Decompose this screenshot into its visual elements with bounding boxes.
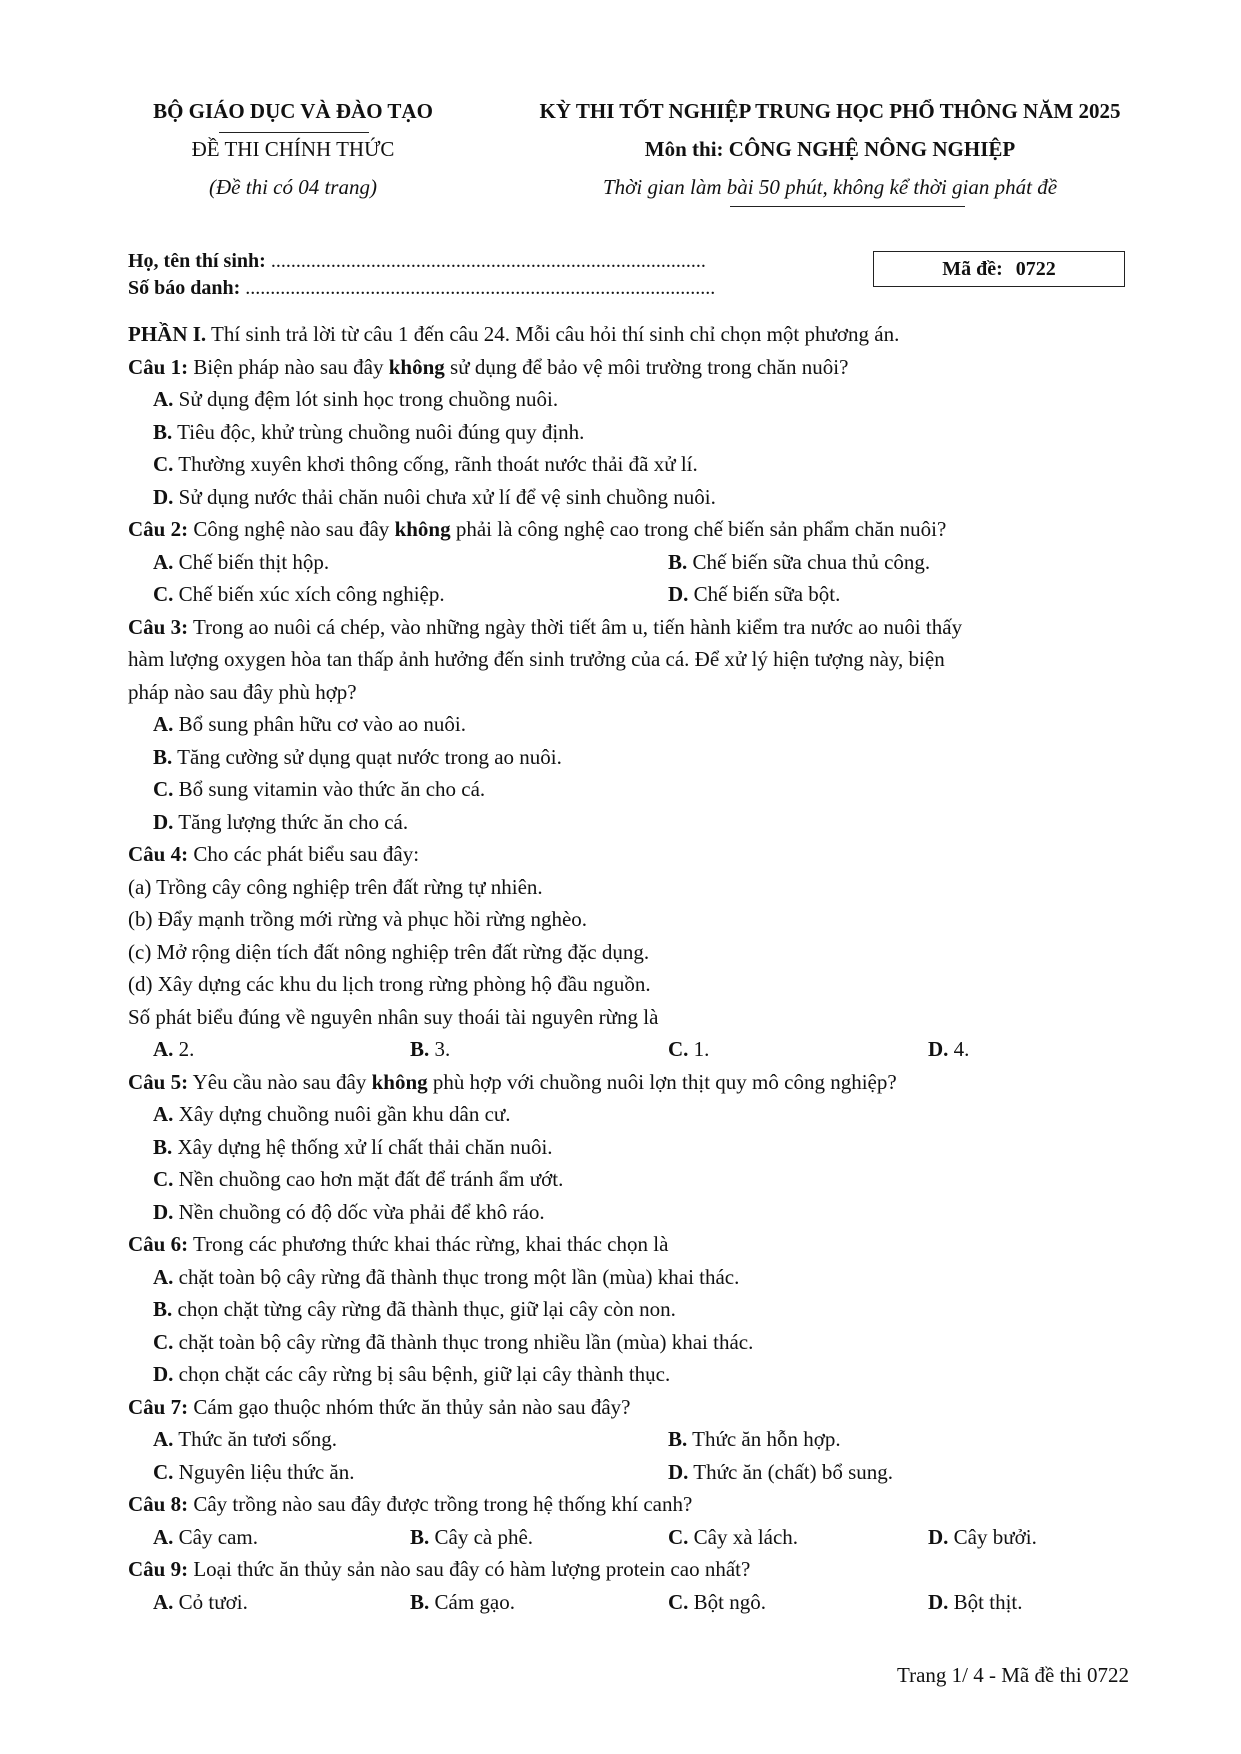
question-8-option-d[interactable] (928, 1521, 1037, 1554)
option-letter: B. (153, 419, 173, 444)
question-4-option-c[interactable] (668, 1033, 709, 1066)
statement-a: (a) Trồng cây công nghiệp trên đất rừng tự nhiên. (128, 874, 543, 899)
question-number: Câu 6: (128, 1232, 189, 1256)
question-text: sử dụng để bảo vệ môi trường trong chăn nuôi? (450, 354, 849, 379)
option-letter: A. (153, 1102, 174, 1126)
option-text: Cây xà lách. (693, 1524, 799, 1549)
question-2-option-d[interactable] (668, 578, 840, 611)
option-text: Xây dựng chuồng nuôi gần khu dân cư. (178, 1102, 511, 1126)
question-3-stem (128, 611, 1128, 644)
candidate-id-row (128, 275, 715, 302)
option-letter: B. (153, 1134, 173, 1159)
option-letter: D. (153, 484, 174, 509)
section-header (128, 318, 1128, 351)
option-letter: B. (668, 549, 688, 574)
page-footer: Trang 1/ 4 - Mã đề thi 0722 (897, 1663, 1129, 1687)
question-2-options-row-1 (128, 546, 1128, 579)
doc-type: ĐỀ THI CHÍNH THỨC (191, 137, 395, 161)
section-instruction: Thí sinh trả lời từ câu 1 đến câu 24. Mỗi câu hỏi thí sinh chỉ chọn một phương án. (211, 322, 900, 346)
question-1-stem (128, 351, 1128, 384)
question-3-option-d[interactable] (128, 806, 1128, 839)
subject-line (485, 130, 1175, 168)
exam-code-label: Mã đề: (942, 258, 1003, 280)
subject-label: Môn thi: (644, 137, 724, 161)
option-letter: C. (668, 1524, 689, 1549)
question-number: Câu 2: (128, 517, 189, 541)
option-text: Cây bưởi. (953, 1524, 1037, 1549)
option-letter: B. (153, 744, 173, 769)
option-letter: A. (153, 1037, 174, 1061)
question-emphasis: không (394, 517, 451, 541)
option-text: Tăng lượng thức ăn cho cá. (178, 809, 409, 834)
option-letter: B. (668, 1427, 688, 1451)
question-1-option-d[interactable] (128, 481, 1128, 514)
option-text: Tiêu độc, khử trùng chuồng nuôi đúng quy định. (177, 419, 585, 444)
candidate-id-field[interactable]: .............................................................................................. (245, 277, 716, 299)
question-4-options (128, 1033, 1128, 1066)
question-text: Yêu cầu nào sau đây (192, 1069, 367, 1094)
option-letter: C. (153, 1329, 174, 1354)
question-5-option-b[interactable] (128, 1131, 1128, 1164)
option-text: Thường xuyên khơi thông cống, rãnh thoát nước thải đã xử lí. (178, 452, 698, 476)
candidate-info (128, 248, 715, 302)
question-6-option-d[interactable] (128, 1358, 1128, 1391)
question-3-option-b[interactable] (128, 741, 1128, 774)
question-text: Cây trồng nào sau đây được trồng trong hệ thống khí canh? (193, 1492, 693, 1516)
time-note: Thời gian làm bài 50 phút, không kể thời gian phát đề (602, 175, 1058, 199)
question-7-option-b[interactable] (668, 1423, 841, 1456)
question-6-option-b[interactable] (128, 1293, 1128, 1326)
option-letter: D. (928, 1524, 949, 1549)
pages-note: (Đề thi có 04 trang) (209, 175, 377, 199)
question-text: Trong ao nuôi cá chép, vào những ngày thời tiết âm u, tiến hành kiểm tra nước ao nuôi thấy (192, 614, 963, 639)
option-letter: B. (410, 1589, 430, 1614)
question-2-option-b[interactable] (668, 546, 930, 579)
option-text: 1. (693, 1037, 710, 1061)
question-2-option-a[interactable] (153, 546, 329, 579)
option-letter: C. (153, 777, 174, 801)
question-9-options (128, 1586, 1128, 1619)
question-7-option-a[interactable] (153, 1423, 337, 1456)
time-underline (730, 206, 965, 207)
section-title: PHẦN I. (128, 322, 207, 346)
option-letter: A. (153, 712, 174, 736)
option-text: Nguyên liệu thức ăn. (178, 1459, 355, 1484)
question-8-option-a[interactable] (153, 1521, 258, 1554)
question-text: phù hợp với chuồng nuôi lợn thịt quy mô công nghiệp? (432, 1069, 897, 1094)
header-left (118, 92, 468, 206)
question-8-options (128, 1521, 1128, 1554)
option-text: Tăng cường sử dụng quạt nước trong ao nuôi. (177, 744, 562, 769)
question-7-options-row-2 (128, 1456, 1128, 1489)
option-text: Thức ăn tươi sống. (178, 1427, 337, 1451)
exam-title: KỲ THI TỐT NGHIỆP TRUNG HỌC PHỔ THÔNG NĂM 2025 (539, 99, 1121, 123)
option-text: chọn chặt từng cây rừng đã thành thục, giữ lại cây còn non. (177, 1297, 676, 1321)
question-2-option-c[interactable] (153, 578, 445, 611)
option-text: Chế biến sữa chua thủ công. (692, 549, 931, 574)
option-text: Chế biến thịt hộp. (178, 549, 330, 574)
question-9-stem (128, 1553, 1128, 1586)
question-5-option-a[interactable] (128, 1098, 1128, 1131)
option-letter: D. (153, 809, 174, 834)
candidate-name-label: Họ, tên thí sinh: (128, 250, 266, 272)
ministry-name: BỘ GIÁO DỤC VÀ ĐÀO TẠO (153, 99, 433, 123)
question-5-option-d[interactable] (128, 1196, 1128, 1229)
option-text: Cỏ tươi. (178, 1589, 248, 1614)
question-6-option-a[interactable] (128, 1261, 1128, 1294)
question-text: Loại thức ăn thủy sản nào sau đây có hàm lượng protein cao nhất? (193, 1557, 751, 1581)
question-text: Biện pháp nào sau đây (193, 354, 384, 379)
option-text: Bổ sung phân hữu cơ vào ao nuôi. (178, 712, 466, 736)
ministry-underline (219, 132, 369, 133)
question-text: Cho các phát biểu sau đây: (193, 842, 420, 866)
option-text: Nền chuồng có độ dốc vừa phải để khô ráo. (178, 1199, 545, 1224)
option-text: Thức ăn (chất) bổ sung. (693, 1459, 894, 1484)
question-6-option-c[interactable] (128, 1326, 1128, 1359)
option-text: Bột ngô. (693, 1589, 767, 1614)
statement-b: (b) Đẩy mạnh trồng mới rừng và phục hồi rừng nghèo. (128, 907, 588, 931)
question-3-option-c[interactable] (128, 773, 1128, 806)
question-5-option-c[interactable] (128, 1163, 1128, 1196)
option-letter: B. (410, 1037, 430, 1061)
statement-d: (d) Xây dựng các khu du lịch trong rừng phòng hộ đầu nguồn. (128, 972, 651, 996)
question-8-option-c[interactable] (668, 1521, 798, 1554)
option-letter: C. (668, 1589, 689, 1614)
option-text: Nền chuồng cao hơn mặt đất để tránh ẩm ướt. (178, 1167, 564, 1191)
exam-code-value: 0722 (1015, 258, 1056, 280)
question-7-option-d[interactable] (668, 1456, 893, 1489)
option-text: Cây cam. (178, 1524, 258, 1549)
option-text: Bột thịt. (953, 1589, 1023, 1614)
option-letter: A. (153, 1427, 174, 1451)
question-4-option-a[interactable] (153, 1033, 194, 1066)
question-8-stem (128, 1488, 1128, 1521)
question-text: Trong các phương thức khai thác rừng, khai thác chọn là (192, 1232, 669, 1256)
exam-body (128, 318, 1128, 1618)
question-7-option-c[interactable] (153, 1456, 355, 1489)
question-9-option-a[interactable] (153, 1586, 248, 1619)
option-text: Chế biến xúc xích công nghiệp. (178, 582, 445, 606)
option-letter: D. (668, 1459, 689, 1484)
question-text: Cám gạo thuộc nhóm thức ăn thủy sản nào sau đây? (193, 1394, 631, 1419)
option-text: Sử dụng nước thải chăn nuôi chưa xử lí để vệ sinh chuồng nuôi. (178, 484, 716, 509)
option-letter: C. (153, 452, 174, 476)
question-7-stem (128, 1391, 1128, 1424)
question-number: Câu 9: (128, 1557, 189, 1581)
question-number: Câu 7: (128, 1394, 189, 1419)
question-9-option-c[interactable] (668, 1586, 766, 1619)
option-letter: D. (928, 1037, 949, 1061)
option-letter: A. (153, 1264, 174, 1289)
question-2-options-row-2 (128, 578, 1128, 611)
question-2-stem (128, 513, 1128, 546)
statement-c: (c) Mở rộng diện tích đất nông nghiệp trên đất rừng đặc dụng. (128, 939, 650, 964)
option-letter: A. (153, 387, 174, 411)
question-emphasis: không (388, 354, 445, 379)
option-text: chặt toàn bộ cây rừng đã thành thục trong nhiều lần (mùa) khai thác. (178, 1329, 754, 1354)
question-8-option-b[interactable] (410, 1521, 533, 1554)
subject-name: CÔNG NGHỆ NÔNG NGHIỆP (728, 137, 1016, 161)
candidate-name-row (128, 248, 715, 275)
question-7-options-row-1 (128, 1423, 1128, 1456)
option-letter: C. (153, 582, 174, 606)
option-text: Sử dụng đệm lót sinh học trong chuồng nuôi. (178, 387, 559, 411)
question-1-option-b[interactable] (128, 416, 1128, 449)
option-letter: D. (928, 1589, 949, 1614)
question-number: Câu 3: (128, 614, 189, 639)
question-4-option-d[interactable] (928, 1033, 969, 1066)
question-number: Câu 8: (128, 1492, 189, 1516)
option-letter: D. (668, 582, 689, 606)
question-4-ask: Số phát biểu đúng về nguyên nhân suy thoái tài nguyên rừng là (128, 1004, 659, 1029)
question-number: Câu 1: (128, 354, 189, 379)
option-letter: D. (153, 1199, 174, 1224)
question-number: Câu 4: (128, 842, 189, 866)
option-text: 3. (434, 1037, 451, 1061)
option-letter: A. (153, 1589, 174, 1614)
option-text: Xây dựng hệ thống xử lí chất thải chăn nuôi. (177, 1134, 553, 1159)
option-text: chặt toàn bộ cây rừng đã thành thục trong một lần (mùa) khai thác. (178, 1264, 740, 1289)
question-4-stem (128, 838, 1128, 871)
question-6-stem (128, 1228, 1128, 1261)
candidate-name-field[interactable]: ....................................................................................... (270, 250, 706, 272)
question-text: phải là công nghệ cao trong chế biến sản phẩm chăn nuôi? (455, 517, 947, 541)
question-3-stem-cont: pháp nào sau đây phù hợp? (128, 679, 357, 704)
option-letter: A. (153, 549, 174, 574)
question-9-option-b[interactable] (410, 1586, 515, 1619)
option-letter: C. (153, 1459, 174, 1484)
option-letter: B. (410, 1524, 430, 1549)
option-letter: A. (153, 1524, 174, 1549)
option-letter: C. (153, 1167, 174, 1191)
option-text: chọn chặt các cây rừng bị sâu bệnh, giữ lại cây thành thục. (178, 1362, 671, 1386)
question-9-option-d[interactable] (928, 1586, 1023, 1619)
question-3-option-a[interactable] (128, 708, 1128, 741)
question-1-option-c[interactable] (128, 448, 1128, 481)
option-text: 2. (178, 1037, 195, 1061)
option-letter: C. (668, 1037, 689, 1061)
option-letter: B. (153, 1297, 173, 1321)
question-1-option-a[interactable] (128, 383, 1128, 416)
question-5-stem (128, 1066, 1128, 1099)
option-text: 4. (953, 1037, 970, 1061)
question-emphasis: không (371, 1069, 428, 1094)
candidate-id-label: Số báo danh: (128, 277, 241, 299)
question-3-stem-cont: hàm lượng oxygen hòa tan thấp ảnh hưởng đến sinh trưởng của cá. Để xử lý hiện tượng này, biện (128, 647, 945, 671)
question-number: Câu 5: (128, 1069, 189, 1094)
question-4-option-b[interactable] (410, 1033, 450, 1066)
option-letter: D. (153, 1362, 174, 1386)
exam-code-box (873, 251, 1125, 287)
question-text: Công nghệ nào sau đây (193, 517, 390, 541)
option-text: Thức ăn hỗn hợp. (692, 1427, 841, 1451)
option-text: Cám gạo. (434, 1589, 515, 1614)
option-text: Bổ sung vitamin vào thức ăn cho cá. (178, 777, 486, 801)
option-text: Chế biến sữa bột. (693, 582, 841, 606)
header-right (485, 92, 1175, 206)
option-text: Cây cà phê. (434, 1524, 534, 1549)
